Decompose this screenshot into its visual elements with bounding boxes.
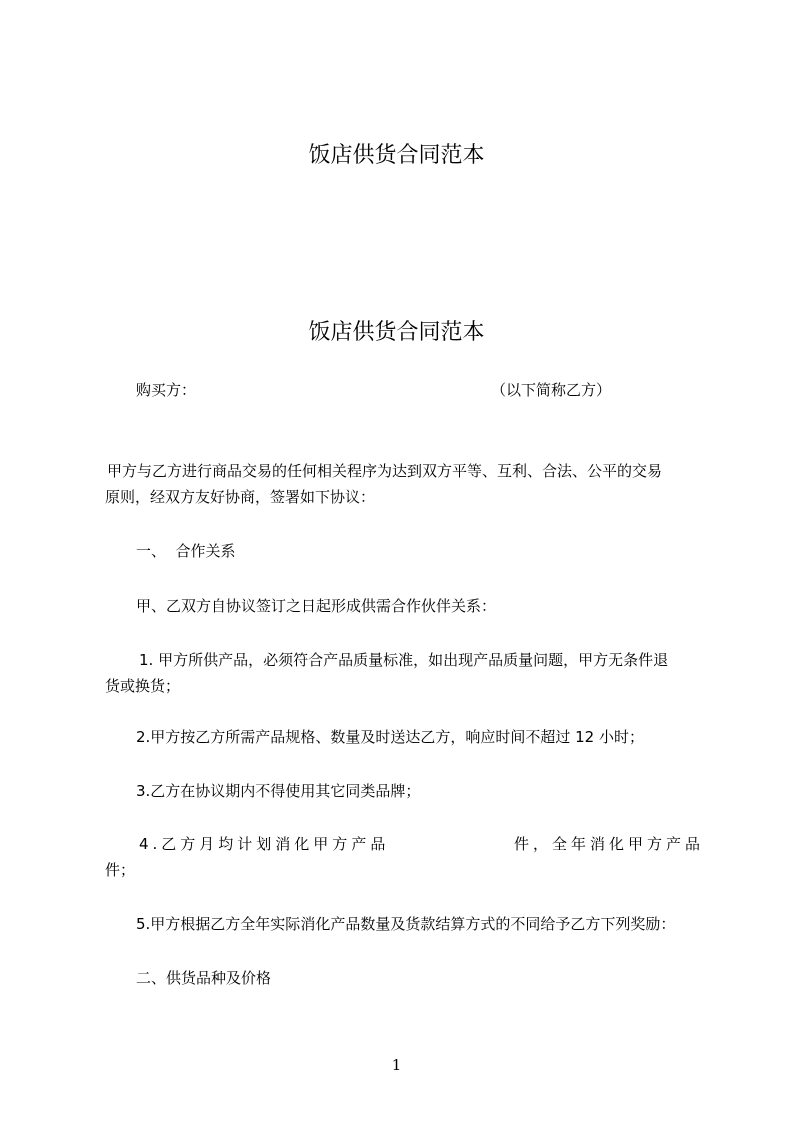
document-title: 饭店供货合同范本 xyxy=(308,320,485,345)
section-1-heading: 一、 合作关系 xyxy=(136,542,236,560)
intro-paragraph-line-1: 甲方与乙方进行商品交易的任何相关程序为达到双方平等、互利、合法、公平的交易 xyxy=(107,462,663,480)
intro-paragraph-line-2: 原则，经双方友好协商，签署如下协议： xyxy=(105,488,376,506)
item-2: 2.甲方按乙方所需产品规格、数量及时送达乙方，响应时间不超过 12 小时； xyxy=(136,728,644,746)
page-number: 1 xyxy=(391,1056,402,1074)
item-4-line-2: 件； xyxy=(105,861,136,879)
buyer-suffix: （以下简称乙方） xyxy=(491,381,612,399)
section-1-text: 甲、乙双方自协议签订之日起形成供需合作伙伴关系： xyxy=(136,597,497,615)
item-4-part-2: 件，全年消化甲方产品 xyxy=(514,835,705,853)
item-5: 5.甲方根据乙方全年实际消化产品数量及货款结算方式的不同给予乙方下列奖励： xyxy=(136,915,676,933)
item-4-part-1: 4.乙方月均计划消化甲方产品 xyxy=(139,835,390,853)
item-1-line-2: 货或换货； xyxy=(105,677,181,695)
buyer-label: 购买方： xyxy=(136,381,197,399)
item-1-line-1: 1. 甲方所供产品，必须符合产品质量标准，如出现产品质量问题，甲方无条件退 xyxy=(139,651,669,669)
section-2-heading: 二、供货品种及价格 xyxy=(136,969,272,987)
item-3: 3.乙方在协议期内不得使用其它同类品牌； xyxy=(136,782,421,800)
cover-title: 饭店供货合同范本 xyxy=(308,143,485,168)
